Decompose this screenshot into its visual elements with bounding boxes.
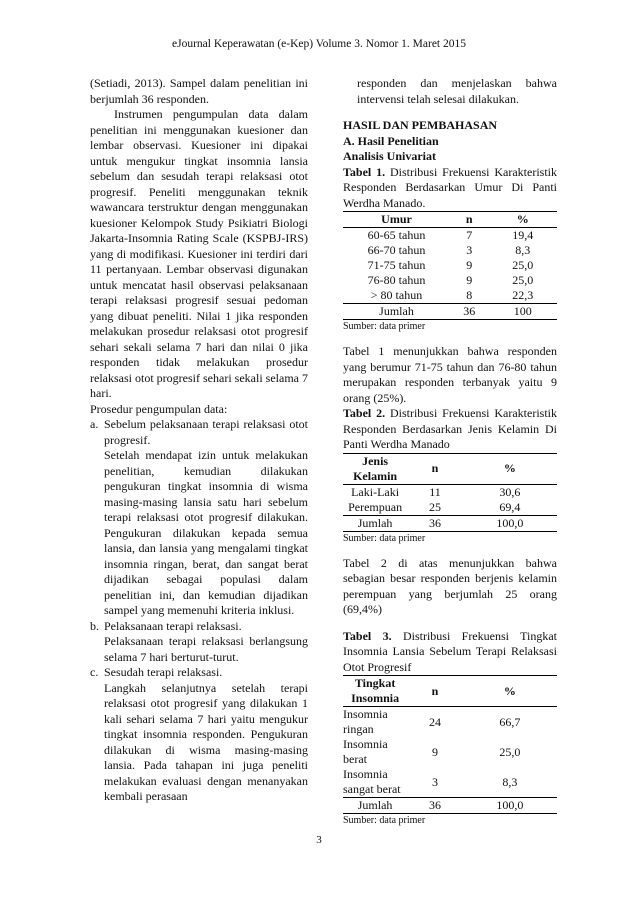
table-3-caption: Tabel 3. Distribusi Frekuensi Tingkat Insomnia Lansia Sebelum Terapi Relaksasi Otot Progresif bbox=[343, 628, 557, 674]
table-header-cell: Jenis Kelamin bbox=[353, 453, 398, 483]
table-header-cell: % bbox=[503, 461, 516, 475]
table-header-cell: % bbox=[516, 212, 529, 226]
item-title: Sebelum pelaksanaan terapi relaksasi otot progresif. bbox=[104, 417, 308, 447]
table-3 bbox=[343, 675, 557, 814]
paragraph-sample: (Setiadi, 2013). Sampel dalam penelitian ini berjumlah 36 responden. bbox=[90, 76, 308, 106]
item-marker: a. bbox=[90, 417, 99, 431]
table-header-cell: n bbox=[431, 461, 439, 475]
subsubsection-heading: Analisis Univariat bbox=[343, 149, 437, 163]
paragraph-instrument: Instrumen pengumpulan data dalam penelitian ini menggunakan kuesioner dan lembar observasi. Kuesioner ini dipakai untuk mengukur tingkat insomnia lansia sebelum dan sesudah terapi relaksasi otot progresif. Peneliti menggunakan teknik wawancara terstruktur dengan menggunakan kuesioner Kelompok Study Psikiatri Biologi Jakarta-Insomnia Rating Scale (KSPBJ-IRS) yang di modifikasi. Kuesioner ini terdiri dari 11 pertanyaan. Lembar observasi digunakan untuk mencatat hasil observasi pelaksanaan terapi relaksasi progresif sesuai pedoman yang dibuat peneliti. Nilai 1 jika responden melakukan prosedur relaksasi otot progresif sehari sekali selama 7 hari dan nilai 0 jika responden tidak melakukan prosedur relaksasi otot progresif sehari sekali selama 7 hari. bbox=[90, 107, 308, 400]
table-1-source: Sumber: data primer bbox=[343, 321, 426, 332]
table-total-row: Jumlah 36 100,0 bbox=[343, 515, 557, 531]
table-header-cell: % bbox=[503, 683, 516, 698]
table-row: > 80 tahun 8 22,3 bbox=[370, 288, 534, 302]
table-row: Insomnia berat 9 25,0 bbox=[343, 737, 521, 766]
table-1-label: Tabel 1. bbox=[343, 164, 386, 179]
table-1 bbox=[343, 211, 557, 320]
table-total-row: Jumlah 36 100 bbox=[343, 304, 557, 320]
paragraph-continuation: responden dan menjelaskan bahwa intervensi telah selesai dilakukan. bbox=[357, 76, 557, 106]
item-title: Sesudah terapi relaksasi. bbox=[104, 665, 223, 679]
table-3-label: Tabel 3. bbox=[343, 628, 392, 643]
table-header-cell: n bbox=[431, 683, 439, 698]
table-header-cell: Tingkat Insomnia bbox=[351, 676, 400, 705]
table-row: Perempuan 25 69,4 bbox=[348, 499, 521, 514]
table-row: 60-65 tahun 7 19,4 bbox=[367, 228, 534, 242]
table-row: Laki-Laki 11 30,6 bbox=[351, 484, 521, 499]
table-3-source: Sumber: data primer bbox=[343, 815, 426, 826]
paragraph-procedure-intro: Prosedur pengumpulan data: bbox=[90, 401, 228, 416]
running-header: eJournal Keperawatan (e-Kep) Volume 3. Nomor 1. Maret 2015 bbox=[171, 38, 466, 50]
table-1-caption: Tabel 1. Distribusi Frekuensi Karakteristik Responden Berdasarkan Umur Di Panti Werdha Manado. bbox=[343, 164, 557, 210]
table-2-label: Tabel 2. bbox=[343, 406, 386, 420]
procedure-item-a-body: Setelah mendapat izin untuk melakukan penelitian, kemudian dilakukan pengukuran tingkat insomnia di wisma masing-masing lansia satu hari sebelum terapi relaksasi otot progresif dilakukan. Pengukuran dilakukan kepada semua lansia, dan lansia yang mengalami tingkat insomnia ringan, berat, dan sangat berat dijadikan sebagai populasi dalam penelitian ini, dan kemudian dijadikan sampel yang memenuhi kriteria inklusi. bbox=[104, 448, 308, 617]
table-total-row: Jumlah 36 100,0 bbox=[343, 798, 557, 814]
right-column bbox=[343, 76, 557, 827]
section-heading: HASIL DAN PEMBAHASAN bbox=[343, 118, 498, 132]
item-marker: b. bbox=[90, 618, 99, 633]
left-column bbox=[90, 76, 308, 805]
table-row: Insomnia sangat berat 3 8,3 bbox=[343, 767, 518, 796]
procedure-item-b bbox=[90, 619, 308, 635]
table-row: 71-75 tahun 9 25,0 bbox=[367, 258, 534, 272]
table-2-source: Sumber: data primer bbox=[343, 532, 426, 544]
item-marker: c. bbox=[90, 665, 99, 679]
table-header-cell: Umur bbox=[381, 212, 412, 226]
subsection-heading: A. Hasil Penelitian bbox=[343, 133, 439, 148]
procedure-item-c bbox=[90, 665, 308, 681]
procedure-item-c-body: Langkah selanjutnya setelah terapi relaksasi otot progresif yang dilakukan 1 kali sehari selama 7 hari yaitu mengukur tingkat insomnia responden. Pengukuran dilakukan di wisma masing-masing lansia. Pada tahapan ini juga peneliti melakukan evaluasi dengan menanyakan kembali perasaan bbox=[104, 680, 308, 803]
procedure-item-a bbox=[90, 417, 308, 448]
table-header-cell: n bbox=[465, 212, 473, 226]
table-1-description: Tabel 1 menunjukkan bahwa responden yang berumur 71-75 tahun dan 76-80 tahun merupakan responden terbanyak yaitu 9 orang (25%). bbox=[343, 344, 557, 405]
table-row: 76-80 tahun 9 25,0 bbox=[367, 273, 534, 287]
procedure-item-b-body: Pelaksanaan terapi relaksasi berlangsung selama 7 hari berturut-turut. bbox=[104, 634, 308, 664]
table-row: 66-70 tahun 3 8,3 bbox=[367, 243, 531, 257]
page-number: 3 bbox=[316, 834, 322, 846]
item-title: Pelaksanaan terapi relaksasi. bbox=[104, 618, 242, 633]
table-2-caption: Tabel 2. Distribusi Frekuensi Karakteristik Responden Berdasarkan Jenis Kelamin Di Panti Werdha Manado bbox=[343, 406, 557, 451]
table-row: Insomnia ringan 24 66,7 bbox=[343, 707, 521, 736]
table-2 bbox=[343, 453, 557, 532]
table-2-description: Tabel 2 di atas menunjukkan bahwa sebagian besar responden berjenis kelamin perempuan yang berjumlah 25 orang (69,4%) bbox=[343, 555, 557, 616]
